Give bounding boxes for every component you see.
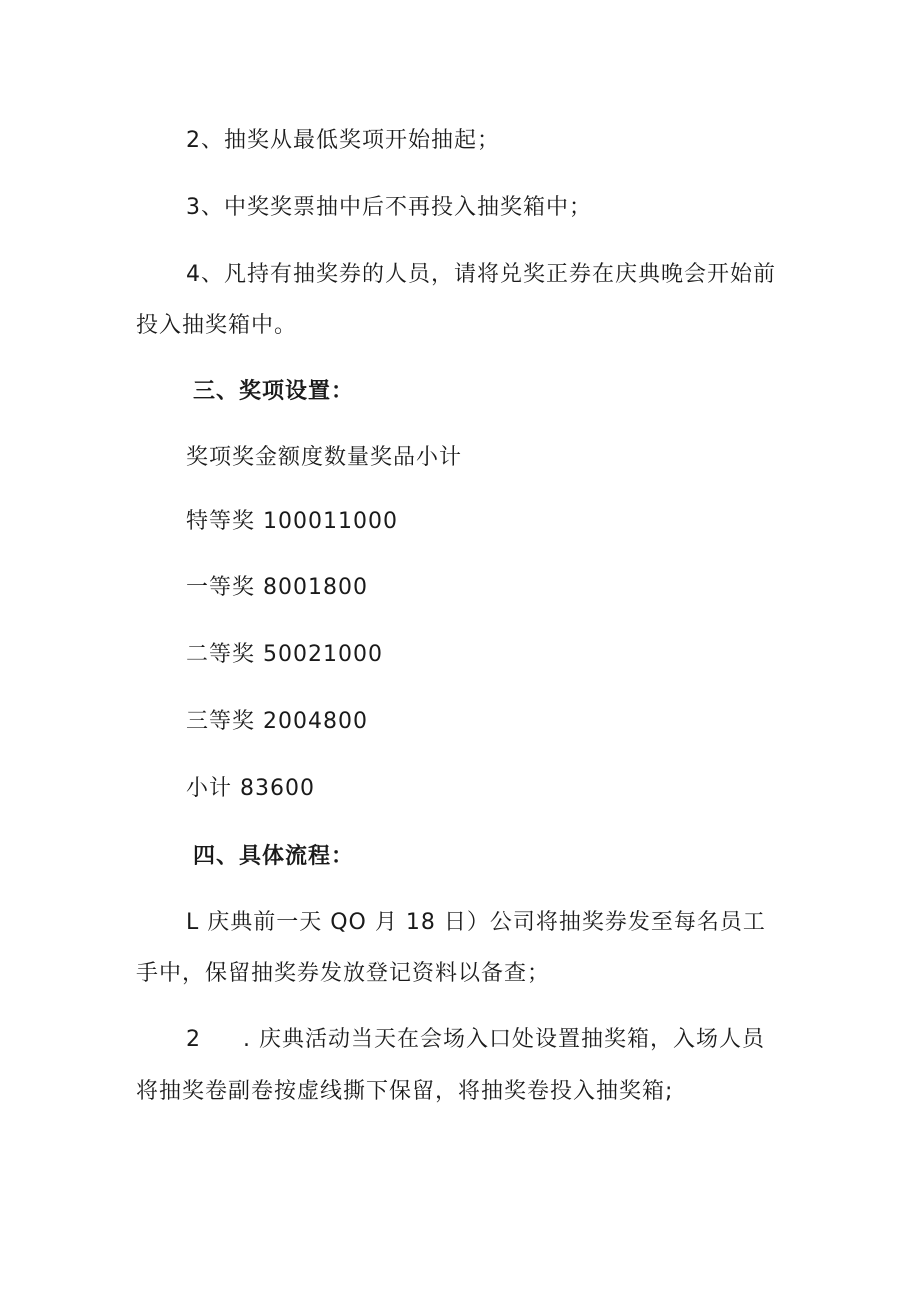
rule-item-4-line1: 4、凡持有抽奖券的人员，请将兑奖正券在庆典晚会开始前 [186, 262, 776, 287]
process-step-2-line1: . 庆典活动当天在会场入口处设置抽奖箱，入场人员 [243, 1027, 765, 1052]
prize-row-third: 三等奖 2004800 [186, 709, 368, 734]
prize-row-subtotal: 小计 83600 [186, 776, 315, 801]
rule-item-2: 2、抽奖从最低奖项开始抽起； [186, 128, 500, 153]
process-step-1-line1: L 庆典前一天 QO 月 18 日）公司将抽奖券发至每名员工 [186, 910, 766, 935]
prize-row-second: 二等奖 50021000 [186, 642, 383, 667]
rule-item-3: 3、中奖奖票抽中后不再投入抽奖箱中； [186, 195, 592, 220]
prize-row-special: 特等奖 100011000 [186, 509, 398, 534]
prize-table-header: 奖项奖金额度数量奖品小计 [186, 445, 463, 470]
prize-row-first: 一等奖 8001800 [186, 575, 368, 600]
process-step-1-line2: 手中，保留抽奖券发放登记资料以备查； [136, 961, 551, 986]
process-step-2-number: 2 [186, 1027, 201, 1052]
section-heading-process: 四、具体流程： [193, 844, 355, 869]
rule-item-4-line2: 投入抽奖箱中。 [136, 313, 298, 338]
section-heading-prizes: 三、奖项设置： [193, 379, 355, 404]
process-step-2-line2: 将抽奖卷副卷按虚线撕下保留，将抽奖卷投入抽奖箱; [136, 1079, 674, 1104]
